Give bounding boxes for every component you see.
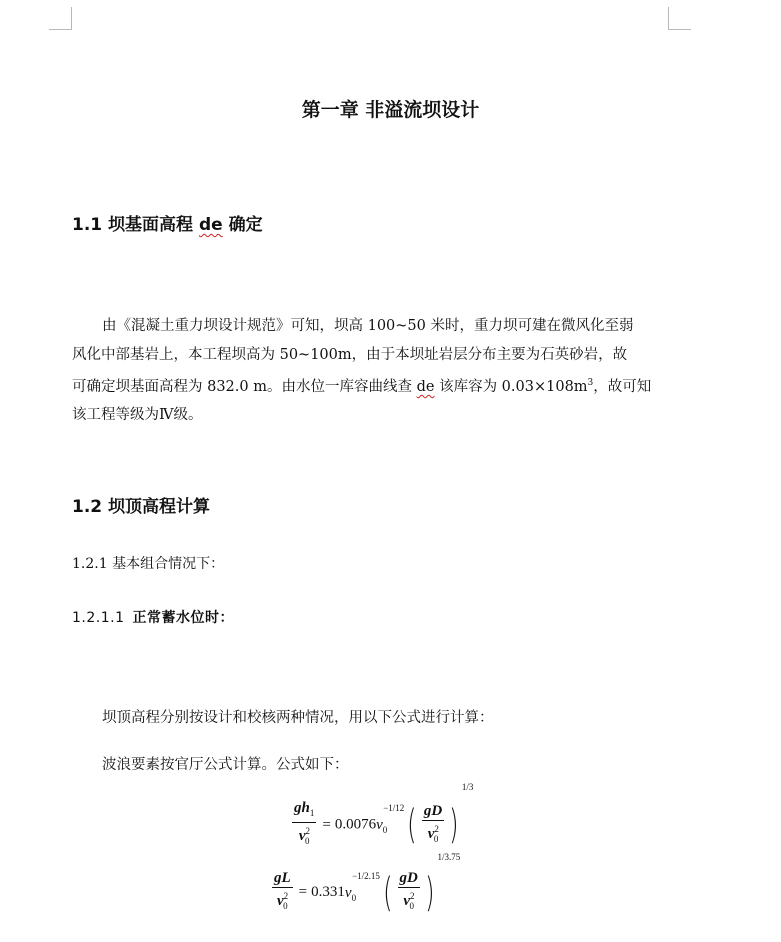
spellcheck-flagged-word: de <box>198 215 223 235</box>
crop-mark-top-left <box>49 7 72 30</box>
chapter-title: 第一章 非溢流坝设计 <box>301 99 480 121</box>
body-paragraph-wave: 波浪要素按官厅公式计算。公式如下： <box>102 757 349 773</box>
spellcheck-flagged-word: de <box>416 378 435 395</box>
body-paragraph-foundation: 由《混凝土重力坝设计规范》可知，坝高 100~50 米时，重力坝可建在微风化至弱 风化中部基岩上，本工程坝高为 50~100m，由于本坝址岩层分布主要为石英砂岩，故 可确定坝基面高程为 832.0 m。由水位一库容曲线查 de 该库容为 $0.03\times 108m^3$，故可知 该工程等级为Ⅳ级。 <box>72 318 652 424</box>
section-heading-1-2-1: 1.2.1 基本组合情况下： <box>72 556 225 572</box>
formula-wave-length: $\frac{gL}{v^2_0}$ = $0.331v_0^{-1/2.15}$( $\frac{gD}{v^2_0}$ )$^{1/3.75}$ <box>274 852 461 916</box>
crop-mark-top-right <box>668 7 691 30</box>
section-heading-1-2: 1.2 坝顶高程计算 <box>72 497 211 517</box>
section-heading-1-2-1-1: 1.2.1.1 正常蓄水位时： <box>72 610 234 626</box>
body-paragraph-method: 坝顶高程分别按设计和校核两种情况，用以下公式进行计算： <box>102 710 494 726</box>
section-heading-1-1: 1.1 坝基面高程 de 确定 <box>72 215 263 235</box>
formula-wave-height: $\frac{gh_1}{v^2_0}$ = $0.0076v_0^{-1/12}$( $\frac{gD}{v^2_0}$ )$^{1/3}$ <box>294 782 474 848</box>
